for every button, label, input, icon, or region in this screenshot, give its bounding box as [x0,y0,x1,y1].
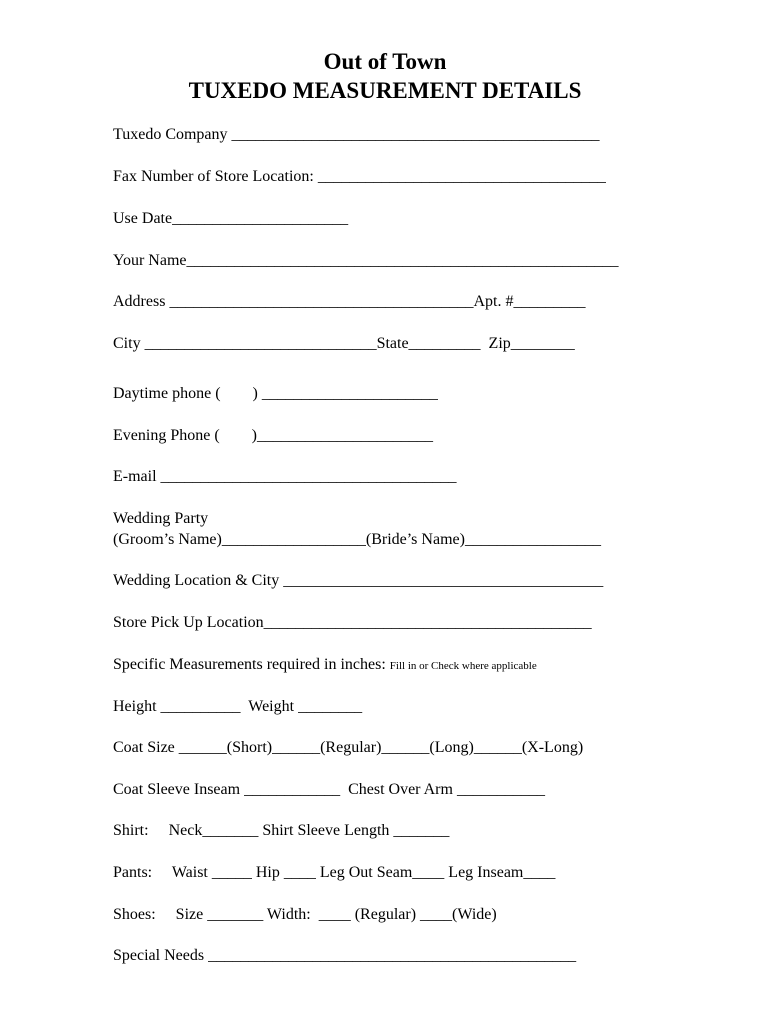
shoes-field: Shoes: Size _______ Width: ____ (Regular) ____(Wide) [113,906,497,923]
address-field: Address ______________________________________Apt. #_________ [113,293,586,310]
shirt-field: Shirt: Neck_______ Shirt Sleeve Length _______ [113,822,450,839]
coat-size-field: Coat Size ______(Short)______(Regular)______(Long)______(X-Long) [113,739,584,756]
form-title-line-2: TUXEDO MEASUREMENT DETAILS [188,78,582,103]
groom-bride-field: (Groom’s Name)__________________(Bride’s Name)_________________ [113,531,601,548]
coat-sleeve-chest-field: Coat Sleeve Inseam ____________ Chest Over Arm ___________ [113,781,545,798]
specific-measurements-heading [113,655,537,676]
email-field: E-mail _____________________________________ [113,468,457,485]
form-title-line-1: Out of Town [323,49,447,74]
wedding-location-field: Wedding Location & City ________________________________________ [113,572,604,589]
evening-phone-field: Evening Phone ( )______________________ [113,427,433,444]
your-name-field: Your Name______________________________________________________ [113,252,619,269]
store-pickup-field: Store Pick Up Location_________________________________________ [113,614,592,631]
use-date-field: Use Date______________________ [113,210,349,227]
height-weight-field: Height __________ Weight ________ [113,698,363,715]
pants-field: Pants: Waist _____ Hip ____ Leg Out Seam____ Leg Inseam____ [113,864,556,881]
daytime-phone-field: Daytime phone ( ) ______________________ [113,385,438,402]
special-needs-field: Special Needs ______________________________________________ [113,947,577,964]
city-state-zip-field: City _____________________________State_________ Zip________ [113,335,575,352]
tuxedo-company-field: Tuxedo Company ______________________________________________ [113,126,600,143]
wedding-party-label: Wedding Party [113,510,209,527]
specific-measurements-label: Specific Measurements required in inches: [113,656,386,673]
fax-number-field: Fax Number of Store Location: ____________________________________ [113,168,606,185]
specific-measurements-note: Fill in or Check where applicable [389,660,537,672]
